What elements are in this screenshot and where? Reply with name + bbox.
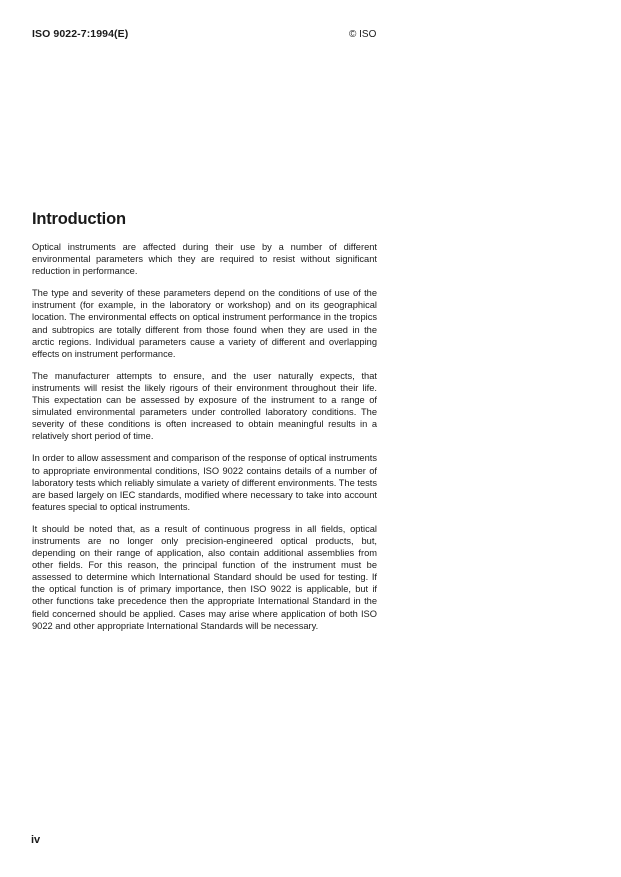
section-title: Introduction xyxy=(32,210,126,228)
paragraph: It should be noted that, as a result of continuous progress in all fields, optical instruments are no longer only precision-engineered optical products, but, depending on their range of application, also contain additional assemblies from other fields. For this reason, the principal function of the instrument must be assessed to determine which International Standard should be used for testing. If the optical function is of primary importance, then ISO 9022 is applicable, but if other functions take precedence then the appropriate International Standard in the field concerned should be applied. Cases may arise where application of both ISO 9022 and other appropriate International Standards will be necessary. xyxy=(32,523,377,631)
paragraph: The manufacturer attempts to ensure, and the user naturally expects, that instruments will resist the likely rigours of their environment throughout their life. This expectation can be assessed by exposure of the instrument to a range of simulated environmental parameters under controlled laboratory conditions. The severity of these conditions is often increased to obtain meaningful results in a relatively short period of time. xyxy=(32,370,377,442)
paragraph: Optical instruments are affected during their use by a number of different environmental parameters which they are required to resist without significant reduction in performance. xyxy=(32,242,377,277)
copyright-notice: © ISO xyxy=(349,29,377,40)
page-number: iv xyxy=(31,834,41,846)
paragraph: In order to allow assessment and comparison of the response of optical instruments to appropriate environmental conditions, ISO 9022 contains details of a number of laboratory tests which reliably simulate a variety of different environments. The tests are based largely on IEC standards, modified where necessary to take into account features special to optical instruments. xyxy=(32,453,377,512)
paragraph: The type and severity of these parameters depend on the conditions of use of the instrument (for example, in the laboratory or workshop) and on its geographical location. The environmental effects on optical instrument performance in the tropics and subtropics are totally different from those found when they are used in the arctic regions. Individual parameters cause a variety of different and overlapping effects on instrument performance. xyxy=(32,288,377,359)
section-body xyxy=(32,241,377,642)
standard-identifier: ISO 9022-7:1994(E) xyxy=(32,28,129,40)
